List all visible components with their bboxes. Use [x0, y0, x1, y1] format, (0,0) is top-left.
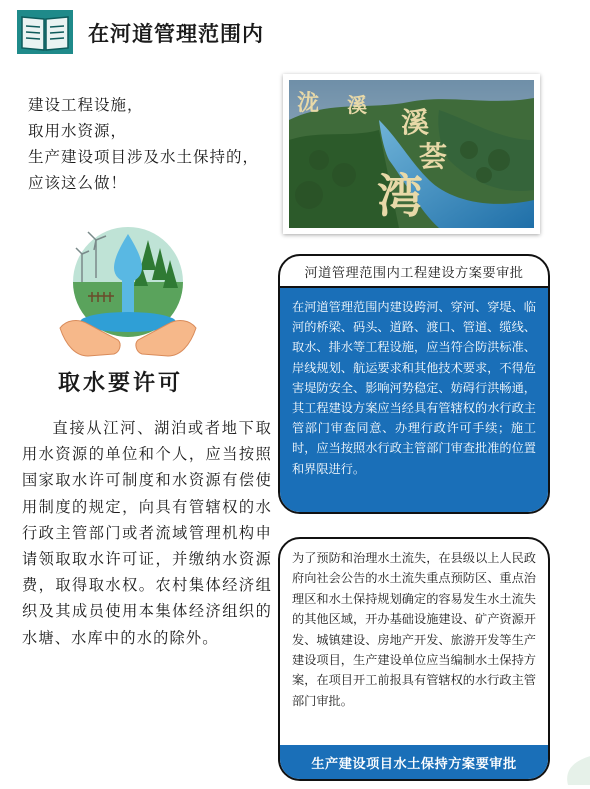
photo-calligraphy-char: 溪	[347, 93, 367, 117]
permit-paragraph-text: 直接从江河、湖泊或者地下取用水资源的单位和个人，应当按照国家取水许可制度和水资源有偿使用制度的规定，向具有管辖权的水行政主管部门或者流域管理机构申请领取取水许可证，并缴纳水资源费，取得取水权。农村集体经济组织及其成员使用本集体经济组织的水塘、水库中的水的除外。	[22, 419, 272, 647]
soil-conservation-approval-box	[278, 537, 550, 781]
box2-title: 生产建设项目水土保持方案要审批	[280, 745, 548, 779]
photo-calligraphy-char: 溪	[401, 106, 430, 139]
permit-paragraph	[22, 415, 272, 651]
box2-body: 为了预防和治理水土流失，在县级以上人民政府向社会公告的水土流失重点预防区、重点治理区和水土保持规划确定的容易发生水土流失的其他区域，开办基础设施建设、矿产资源开发、城镇建设、房地产开发、旅游开发等生产建设项目，生产建设单位应当编制水土保持方案，在项目开工前报具有管辖权的水行政主管部门审批。	[292, 551, 536, 708]
box1-title: 河道管理范围内工程建设方案要审批	[280, 256, 548, 288]
page-title: 在河道管理范围内	[88, 22, 264, 46]
photo-calligraphy-char: 荟	[419, 140, 448, 173]
landscape-photo	[283, 74, 540, 234]
open-book-icon	[16, 8, 74, 56]
intro-line: 应该这么做！	[28, 174, 128, 192]
intro-text	[28, 92, 278, 196]
intro-line: 取用水资源，	[28, 122, 128, 140]
permit-title: 取水要许可	[58, 371, 184, 396]
river-project-approval-box	[278, 254, 550, 514]
intro-line: 建设工程设施，	[28, 96, 144, 114]
intro-line: 生产建设项目涉及水土保持的，	[28, 148, 260, 166]
photo-calligraphy-char: 湾	[377, 169, 423, 223]
decorative-leaf	[554, 755, 590, 785]
water-permit-illustration	[48, 220, 208, 380]
box1-body: 在河道管理范围内建设跨河、穿河、穿堤、临河的桥梁、码头、道路、渡口、管道、缆线、取水、排水等工程设施，应当符合防洪标准、岸线规划、航运要求和其他技术要求，不得危害堤防安全、影响河势稳定、妨碍行洪畅通，其工程建设方案应当经具有管辖权的水行政主管部门审查同意、办理行政许可手续；施工时，应当按照水行政主管部门审查批准的位置和界限进行。	[280, 288, 548, 512]
photo-calligraphy-char: 泷	[297, 90, 320, 116]
